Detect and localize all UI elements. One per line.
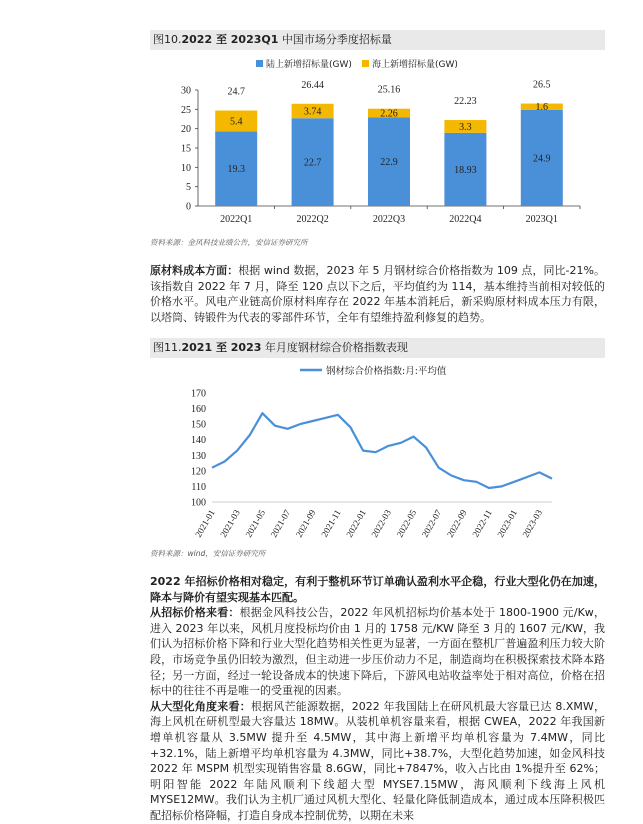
y-tick-label: 160 [191,404,206,416]
x-tick-label: 2021-03 [218,508,242,539]
figure-11-source: 资料来源：wind，安信证券研究所 [150,549,266,558]
bar-total-label: 24.7 [227,86,245,98]
x-tick-label: 2021-11 [319,508,343,539]
bidding-paragraph [150,574,605,824]
y-tick-label: 110 [191,481,206,493]
upsizing-text: 根据风芒能源数据，2022 年我国陆上在研风机最大容量已达 8.XMW，海上风机在研机型最大容量达 18MW。从装机单机容量来看，根据 CWEA，2022 年我国新增单机容量从 3.5MW 提升至 4.5MW，其中海上新增平均单机容量为 7.4MW，同比+32.1%，陆上新增平均单机容量为 4.3MW，同比+38.7%，大型化趋势加速，如金风科技 2022 年 MSPM 机型实现销售容量 8.6GW，同比+7847%，收入占比由 1%提升至 62%；明阳智能 2022 年陆风顺利下线超大型 MYSE7.15MW，海风顺利下线海上风机 MYSE12MW。我们认为主机厂通过风机大型化、轻量化降低制造成本，通过成本压降积极匹配招标价格降幅，打造自身成本控制优势，以期在未来 [150,699,605,822]
x-tick-label: 2022Q4 [449,214,482,225]
bar-value-label: 3.3 [459,121,472,133]
bidding-lead: 2022 年招标价格相对稳定，有利于整机环节订单确认盈利水平企稳，行业大型化仍在加速，降本与降价有望实现基本匹配。 [150,575,605,604]
y-tick-label: 100 [191,497,206,509]
bar-value-label: 3.74 [303,106,322,118]
bar-value-label: 22.9 [380,157,398,169]
y-tick-label: 120 [191,466,206,478]
bar-value-label: 24.9 [533,153,551,165]
bar-total-label: 22.23 [454,96,477,108]
x-tick-label: 2022Q1 [220,214,253,225]
x-tick-label: 2022Q3 [372,214,406,225]
bar-value-label: 5.4 [229,116,243,128]
legend-swatch-1 [256,60,263,67]
legend-label-2: 海上新增招标量(GW) [372,60,458,70]
figure-11-title-bold: 2021 至 2023 [181,341,262,354]
figure-10-title [150,30,605,50]
y-tick-label: 0 [186,201,191,213]
x-tick-label: 2023-01 [495,508,519,539]
x-tick-label: 2023Q1 [525,214,558,225]
figure-10-bar-chart [150,54,605,234]
bar-value-label: 2.26 [380,108,398,120]
x-tick-label: 2022-05 [394,508,419,539]
x-tick-label: 2022-03 [369,508,394,539]
bidding-price-text: 根据金风科技公告，2022 年风机招标均价基本处于 1800-1900 元/Kw，进入 2023 年以来，风机月度投标均价由 1 月的 1758 元/KW 降至 3 月的 1607 元/KW，我们认为招标价格下降和行业大型化趋势相关性更为显著，一方面在整机厂普遍盈利压力较大阶段，市场竞争虽仍旧较为激烈，但主动进一步压价动力不足，制造商均在积极探索技术降本路径；另一方面，经过一轮设备成本的快速下降后，下游风电站收益率处于相对高位，价格在招标中的往往不再是唯一的受重视的因素。 [150,606,605,698]
legend-label-1: 陆上新增招标量(GW) [266,60,352,70]
figure-11-title-rest: 年月度钢材综合价格指数表现 [261,341,408,354]
x-tick-label: 2022-11 [470,508,494,539]
bar-total-label: 26.5 [533,79,551,91]
figure-11-title [150,338,605,358]
figure-11-line-chart [150,360,605,545]
y-tick-label: 30 [181,85,191,97]
y-tick-label: 140 [191,435,206,447]
x-tick-label: 2021-01 [193,508,217,539]
y-tick-label: 170 [191,388,206,400]
bar-total-label: 25.16 [377,84,401,96]
y-tick-label: 130 [191,450,206,462]
legend-label: 钢材综合价格指数:月:平均值 [326,366,447,377]
x-tick-label: 2021-05 [243,508,268,539]
raw-material-text: 根据 wind 数据，2023 年 5 月钢材综合价格指数为 109 点，同比-21%。该指数自 2022 年 7 月，降至 120 点以下之后，平均值约为 114，基本维持当前相对较低的价格水平。风电产业链高价原材料库存在 2022 年基本消耗后，新采购原材料成本压力有限，以塔筒、铸锻件为代表的零部件环节，全年有望维持盈利修复的趋势。 [150,264,606,324]
y-tick-label: 25 [181,104,191,116]
x-tick-label: 2022-07 [419,508,444,539]
figure-10-title-bold: 2022 至 2023Q1 [181,33,279,46]
y-tick-label: 10 [181,162,191,174]
x-tick-label: 2021-07 [268,508,293,539]
raw-material-lead: 原材料成本方面： [150,264,239,277]
legend-swatch-2 [362,60,369,67]
figure-10-source: 资料来源：金风科技业绩公告，安信证券研究所 [150,238,308,247]
bidding-price-lead: 从招标价格来看： [150,606,240,620]
upsizing-lead: 从大型化角度来看： [150,699,251,713]
figure-10-number: 图10. [153,33,182,46]
figure-10-title-rest: 中国市场分季度招标量 [278,33,392,46]
figure-11-number: 图11. [153,341,182,354]
steel-index-line [212,413,552,488]
x-tick-label: 2022-01 [344,508,368,539]
bar-total-label: 26.44 [301,79,324,91]
x-tick-label: 2022-09 [444,508,469,539]
y-tick-label: 5 [186,182,191,194]
bar-value-label: 19.3 [227,164,245,176]
bar-value-label: 1.6 [535,102,549,114]
x-tick-label: 2021-09 [293,508,318,539]
bar-value-label: 18.93 [454,164,477,176]
x-tick-label: 2022Q2 [296,214,329,225]
y-tick-label: 150 [191,419,206,431]
bar-value-label: 22.7 [303,157,322,169]
y-tick-label: 15 [181,143,191,155]
x-tick-label: 2023-03 [520,508,545,539]
y-tick-label: 20 [181,124,191,136]
raw-material-paragraph [150,263,605,325]
